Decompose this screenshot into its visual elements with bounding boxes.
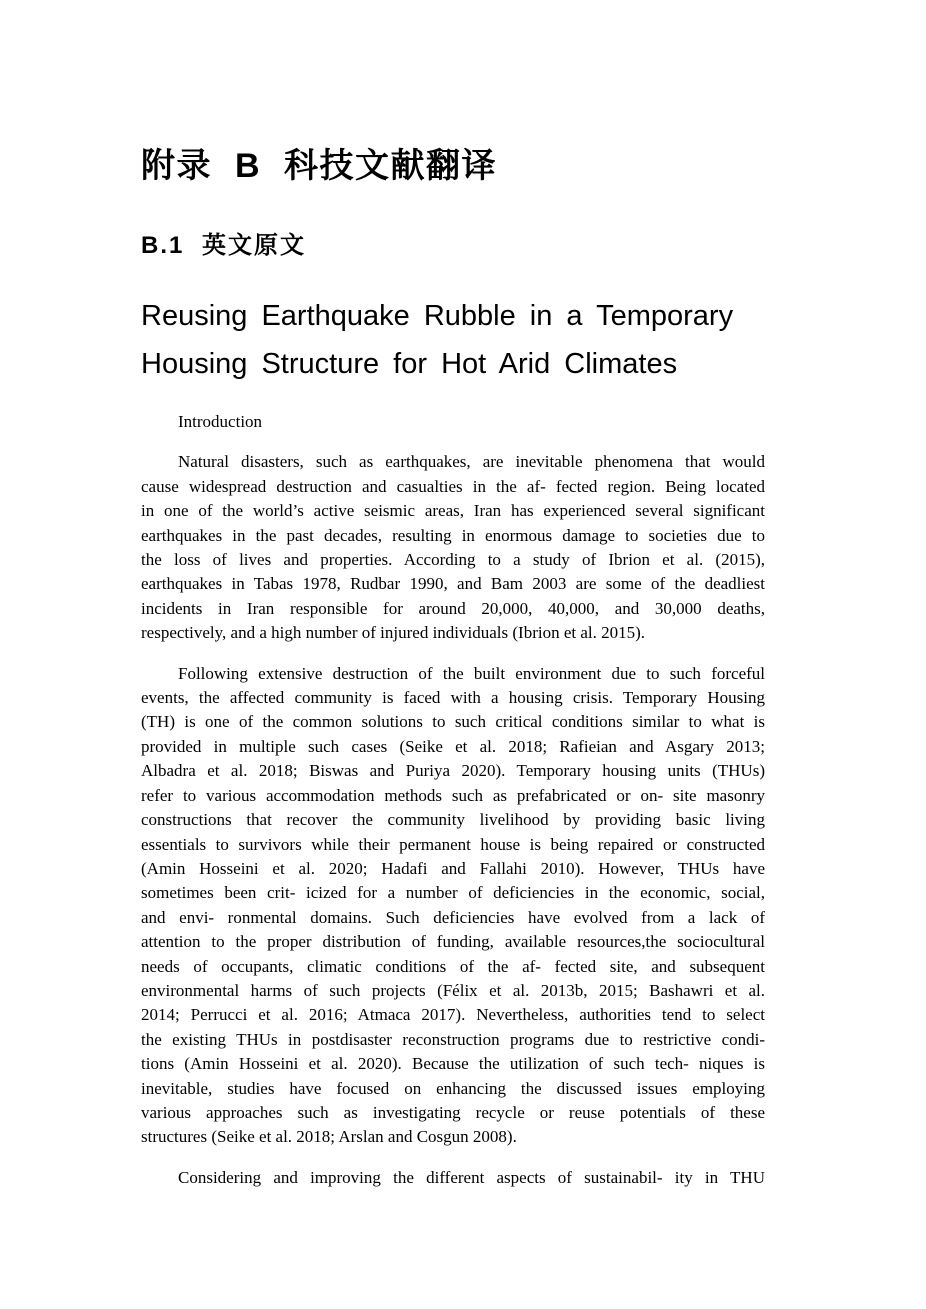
text-line: provided in multiple such cases (Seike et al. 2018; Rafieian and Asgary 2013; [141, 736, 765, 756]
text-line: environmental harms of such projects (Félix et al. 2013b, 2015; Bashawri et al. [141, 980, 765, 1000]
text-line: various approaches such as investigating recycle or reuse potentials of these [141, 1102, 765, 1122]
text-line: events, the affected community is faced with a housing crisis. Temporary Housing [141, 688, 765, 708]
text-line: the loss of lives and properties. According to a study of Ibrion et al. (2015), [141, 550, 765, 570]
text-line: Following extensive destruction of the built environment due to such forceful [178, 663, 765, 683]
text-line: cause widespread destruction and casualties in the af- fected region. Being located [141, 476, 765, 496]
text-line: tions (Amin Hosseini et al. 2020). Because the utilization of such tech- niques is [141, 1054, 765, 1074]
article-title [141, 292, 765, 388]
text-line: respectively, and a high number of injured individuals (Ibrion et al. 2015). [141, 623, 646, 643]
text-line: attention to the proper distribution of funding, available resources,the sociocultural [141, 932, 765, 952]
text-line: (Amin Hosseini et al. 2020; Hadafi and Fallahi 2010). However, THUs have [141, 858, 765, 878]
text-line: the existing THUs in postdisaster reconstruction programs due to restrictive condi- [141, 1029, 765, 1049]
text-line: earthquakes in the past decades, resulting in enormous damage to societies due to [141, 525, 765, 545]
text-line: in one of the world’s active seismic areas, Iran has experienced several significant [141, 501, 765, 521]
text-line: inevitable, studies have focused on enhancing the discussed issues employing [141, 1078, 765, 1098]
text-line: 2014; Perrucci et al. 2016; Atmaca 2017). Nevertheless, authorities tend to select [141, 1005, 765, 1025]
text-line: refer to various accommodation methods such as prefabricated or on- site masonry [141, 785, 765, 805]
text-line: Natural disasters, such as earthquakes, are inevitable phenomena that would [178, 452, 765, 472]
paragraph [141, 1166, 765, 1190]
text-line: Considering and improving the different aspects of sustainabil- ity in THU [178, 1167, 765, 1187]
text-line: incidents in Iran responsible for around 20,000, 40,000, and 30,000 deaths, [141, 598, 765, 618]
paragraph [141, 662, 765, 1150]
text-line: sometimes been crit- icized for a number of deficiencies in the economic, social, [141, 883, 765, 903]
text-line: Albadra et al. 2018; Biswas and Puriya 2020). Temporary housing units (THUs) [141, 761, 765, 781]
text-line: (TH) is one of the common solutions to such critical conditions similar to what is [141, 712, 765, 732]
appendix-heading: 附录 B 科技文献翻译 [141, 147, 497, 185]
text-line: earthquakes in Tabas 1978, Rudbar 1990, and Bam 2003 are some of the deadliest [141, 574, 765, 594]
text-line: needs of occupants, climatic conditions of the af- fected site, and subsequent [141, 956, 765, 976]
paragraph [141, 450, 765, 645]
article-body [141, 410, 765, 1190]
text-line: constructions that recover the community livelihood by providing basic living [141, 810, 765, 830]
text-line: structures (Seike et al. 2018; Arslan and Cosgun 2008). [141, 1127, 517, 1147]
text-line: and envi- ronmental domains. Such deficiencies have evolved from a lack of [141, 907, 765, 927]
text-line: essentials to survivors while their permanent house is being repaired or constructed [141, 834, 765, 854]
article-title-line: Housing Structure for Hot Arid Climates [141, 348, 678, 380]
text-line: Introduction [178, 412, 263, 431]
section-heading: B.1 英文原文 [141, 232, 307, 259]
article-title-line: Reusing Earthquake Rubble in a Temporary [141, 300, 734, 332]
paragraph [141, 410, 765, 434]
